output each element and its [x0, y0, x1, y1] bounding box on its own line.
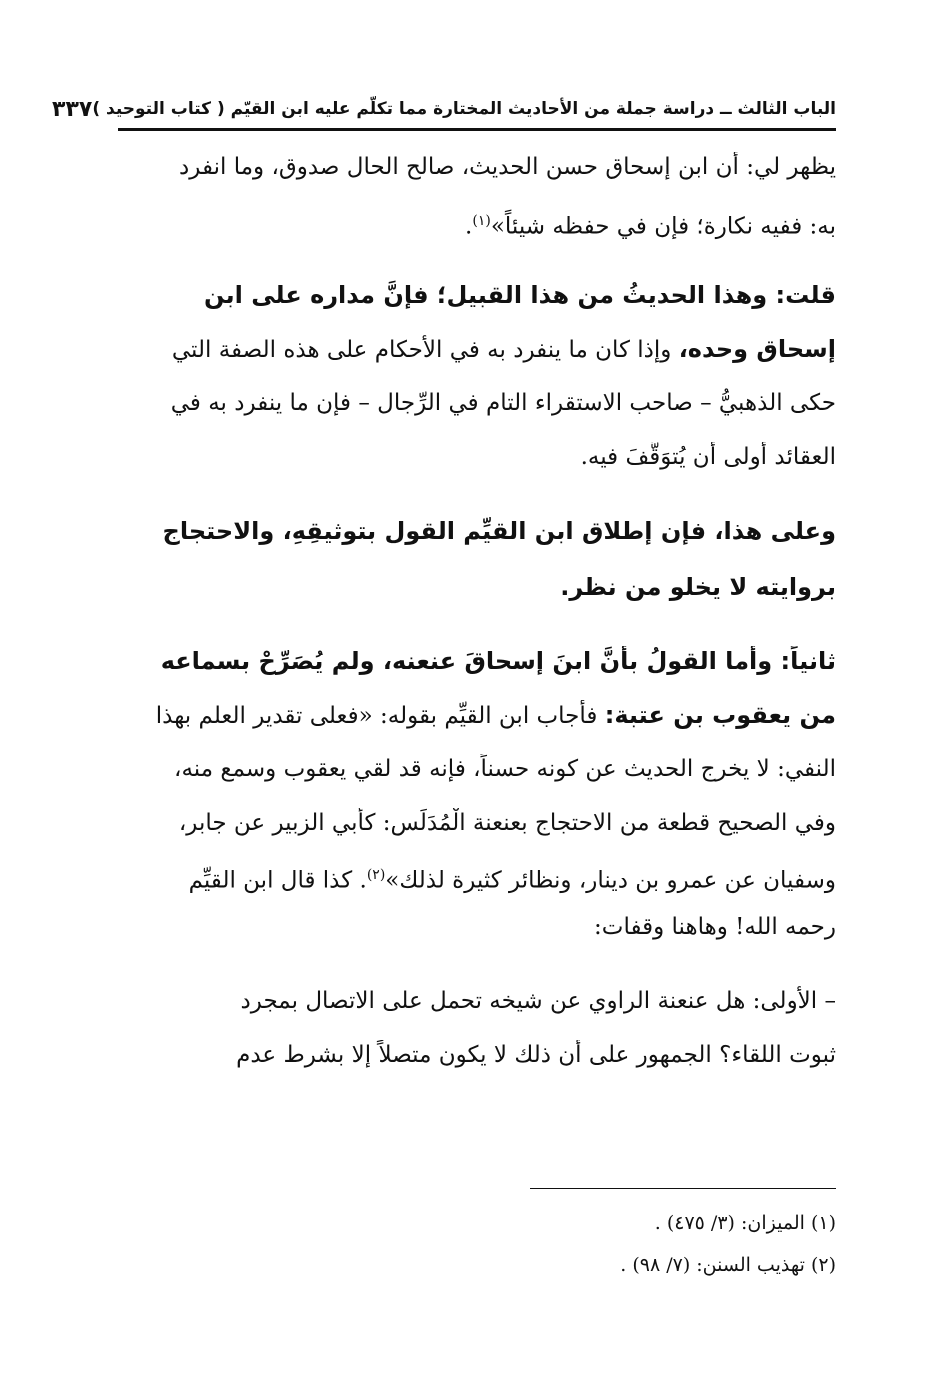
text-line-1: يظهر لي: أن ابن إسحاق حسن الحديث، صالح الحال صدوق، وما انفرد: [179, 154, 836, 180]
body-text: [118, 0, 836, 1100]
para2-line-2: بروايته لا يخلو من نظر.: [560, 573, 836, 601]
para3-line-3: النفي: لا يخرج الحديث عن كونه حسناً، فإنه قد لقي يعقوب وسمع منه،: [174, 756, 836, 782]
footnote-ref-2: (٢): [366, 867, 386, 883]
text-span: .: [465, 213, 473, 240]
text-span: به: ففيه نكارة؛ فإن في حفظه شيئاً»: [490, 213, 836, 240]
para1-line-2: [118, 334, 836, 365]
bold-span: إسحاق وحده،: [678, 335, 836, 363]
para3-line-2: [118, 700, 836, 731]
para1-line-1: قلت: وهذا الحديثُ من هذا القبيل؛ فإنَّ مداره على ابن: [204, 281, 836, 309]
text-span: فأجاب ابن القيِّم بقوله: «فعلى تقدير العلم بهذا: [155, 703, 605, 729]
para3-line-1: ثانياً: وأما القولُ بأنَّ ابنَ إسحاقَ عنعنه، ولم يُصَرِّحْ بسماعه: [160, 647, 836, 675]
para3-line-4: وفي الصحيح قطعة من الاحتجاج بعنعنة الْمُدَلِّس: كأبي الزبير عن جابر،: [178, 810, 836, 836]
para4-line-2: ثبوت اللقاء؟ الجمهور على أن ذلك لا يكون متصلاً إلا بشرط عدم: [236, 1042, 836, 1068]
para1-line-3: حكى الذهبيُّ – صاحب الاستقراء التام في الرِّجال – فإن ما ينفرد به في: [170, 390, 836, 416]
para1-line-4: العقائد أولى أن يُتوَقَّفَ فيه.: [580, 444, 836, 470]
text-line-2: [118, 206, 836, 242]
bold-span: من يعقوب بن عتبة:: [604, 701, 836, 729]
text-span: وسفيان عن عمرو بن دينار، ونظائر كثيرة لذلك»: [385, 867, 836, 894]
header-title: الباب الثالث ــ دراسة جملة من الأحاديث المختارة مما تكلّم عليه ابن القيّم ( كتاب التوحيد ): [92, 99, 836, 119]
footnote-rule: [530, 1188, 836, 1189]
para4-line-1: – الأولى: هل عنعنة الراوي عن شيخه تحمل على الاتصال بمجرد: [240, 988, 836, 1014]
footnote-2: (٢) تهذيب السنن: (٧/ ٩٨) .: [620, 1254, 836, 1276]
footnote-1: (١) الميزان: (٣/ ٤٧٥) .: [654, 1212, 836, 1234]
page-number: ٣٣٧: [52, 96, 93, 122]
footnote-ref-1: (١): [472, 213, 491, 229]
text-span: . كذا قال ابن القيِّم: [188, 867, 367, 894]
para3-line-5: [118, 860, 836, 896]
para2-line-1: وعلى هذا، فإن إطلاق ابنِ القيِّم القول بتوثيقِهِ، والاحتجاج: [162, 517, 836, 545]
para3-line-6: رحمه الله! وهاهنا وقفات:: [594, 914, 836, 940]
text-span: وإذا كان ما ينفرد به في الأحكام على هذه الصفة التي: [171, 337, 679, 363]
